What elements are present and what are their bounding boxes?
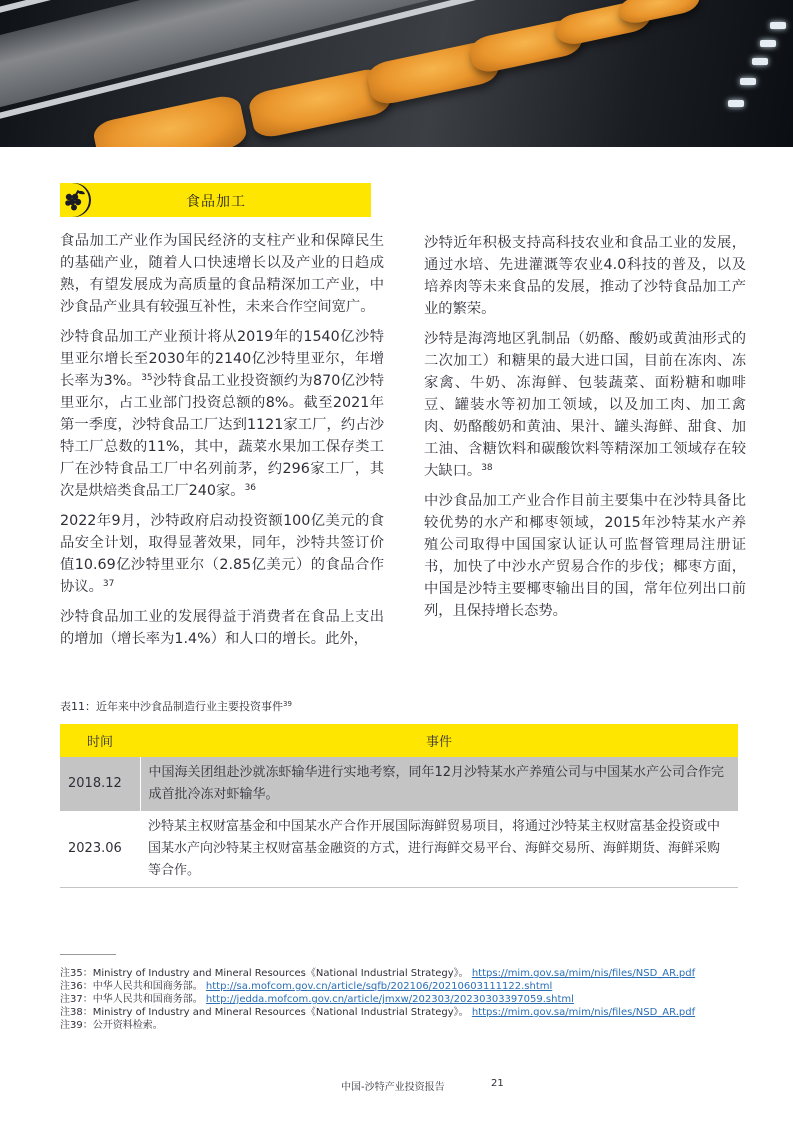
footnote-link[interactable]: http://sa.mofcom.gov.cn/article/sqfb/202106/20210603111122.shtml	[205, 981, 553, 992]
footnote-link[interactable]: http://jedda.mofcom.gov.cn/article/jmxw/202303/20230303397059.shtml	[205, 994, 574, 1005]
left-column	[60, 230, 384, 658]
light-icon	[770, 22, 786, 29]
footnote-ref: 36	[244, 483, 257, 493]
paragraph: 中沙食品加工产业合作目前主要集中在沙特具备比较优势的水产和椰枣领域，2015年沙特某水产养殖公司取得中国国家认证认可监督管理局注册证书，加快了中沙水产贸易合作的步伐；椰枣方面，中国是沙特主要椰枣输出目的国，常年位列出口前列，且保持增长态势。	[424, 493, 746, 619]
section-title: 食品加工	[186, 194, 246, 210]
footnote: 注39：公开资料检索。	[60, 1020, 163, 1031]
light-icon	[752, 58, 768, 65]
cell-event: 中国海关团组赴沙就冻虾输华进行实地考察，同年12月沙特某水产养殖公司与中国某水产公司合作完成首批冷冻对虾输华。	[140, 757, 738, 811]
footnote: 注38：Ministry of Industry and Mineral Resources《National Industrial Strategy》。 https://mim.gov.sa/mim/nis/files/NSD_AR.pdf	[60, 1007, 696, 1018]
hero-photo	[0, 0, 793, 147]
footnotes	[60, 967, 695, 1032]
paragraph: 沙特近年积极支持高科技农业和食品工业的发展，通过水培、先进灌溉等农业4.0科技的普及，以及培养肉等未来食品的发展，推动了沙特食品加工产业的繁荣。	[424, 235, 746, 317]
right-column	[424, 232, 746, 630]
footnote-ref: 35	[141, 373, 153, 383]
paragraph: 沙特是海湾地区乳制品（奶酪、酸奶或黄油形式的二次加工）和糖果的最大进口国，目前在冻肉、冻家禽、牛奶、冻海鲜、包装蔬菜、面粉糖和咖啡豆、罐装水等初加工领域，以及加工肉、加工禽肉、奶酪酸奶和黄油、果汁、罐头海鲜、甜食、加工油、含糖饮料和碳酸饮料等精深加工领域存在较大缺口。$^{38}$	[424, 331, 746, 479]
cell-time: 2023.06	[60, 811, 140, 888]
light-icon	[728, 100, 744, 107]
paragraph: 沙特食品加工产业预计将从2019年的1540亿沙特里亚尔增长至2030年的2140亿沙特里亚尔，年增长率为3%。$^{35}$沙特食品工业投资额约为870亿沙特里亚尔，占工业部门投资总额的8%。截至2021年第一季度，沙特食品工厂达到1121家工厂，约占沙特工厂总数的11%，其中，蔬菜水果加工保存类工厂在沙特食品工厂中名列前茅，约296家工厂，其次是烘焙类食品工厂240家。$^{36}$	[60, 329, 384, 499]
light-icon	[740, 78, 756, 85]
column-header-time: 时间	[60, 724, 140, 757]
paragraph: 2022年9月，沙特政府启动投资额100亿美元的食品安全计划，取得显著效果，同年，沙特共签订价值10.69亿沙特里亚尔（2.85亿美元）的食品合作协议。$^{37}$	[60, 513, 384, 595]
footnote-ref: 37	[102, 579, 115, 589]
paragraph: 沙特食品加工业的发展得益于消费者在食品上支出的增加（增长率为1.4%）和人口的增长。此外，	[60, 609, 384, 647]
table-row	[60, 811, 738, 888]
footnote: 注35：Ministry of Industry and Mineral Resources《National Industrial Strategy》。 https://mim.gov.sa/mim/nis/files/NSD_AR.pdf	[60, 968, 696, 979]
section-header	[60, 183, 371, 217]
table-header-row	[60, 724, 738, 757]
light-icon	[760, 40, 776, 47]
cell-time: 2018.12	[60, 757, 140, 811]
cell-event: 沙特某主权财富基金和中国某水产合作开展国际海鲜贸易项目，将通过沙特某主权财富基金投资或中国某水产向沙特某主权财富基金融资的方式，进行海鲜交易平台、海鲜交易所、海鲜期货、海鲜采购等合作。	[140, 811, 738, 888]
report-title: 中国-沙特产业投资报告	[341, 1082, 445, 1093]
footnote-ref: 39	[283, 700, 292, 708]
food-item	[616, 0, 702, 26]
grapes-icon	[60, 183, 94, 217]
footnote-divider	[60, 954, 116, 955]
footnote-ref: 38	[481, 463, 493, 473]
footnote: 注37：中华人民共和国商务部。 http://jedda.mofcom.gov.cn/article/jmxw/202303/20230303397059.shtml	[60, 994, 574, 1005]
investment-events-table	[60, 724, 738, 888]
footnote: 注36：中华人民共和国商务部。 http://sa.mofcom.gov.cn/article/sqfb/202106/20210603111122.shtml	[60, 981, 553, 992]
food-item	[91, 93, 249, 147]
page-number: 21	[491, 1078, 504, 1089]
table-caption: 表11：近年来中沙食品制造行业主要投资事件$^{39}$	[60, 700, 292, 713]
footnote-link[interactable]: https://mim.gov.sa/mim/nis/files/NSD_AR.pdf	[471, 1007, 696, 1018]
table-row	[60, 757, 738, 811]
paragraph: 食品加工产业作为国民经济的支柱产业和保障民生的基础产业，随着人口快速增长以及产业的日趋成熟，有望发展成为高质量的食品精深加工产业，中沙食品产业具有较强互补性，未来合作空间宽广。	[60, 233, 384, 315]
column-header-event: 事件	[140, 724, 738, 757]
footnote-link[interactable]: https://mim.gov.sa/mim/nis/files/NSD_AR.pdf	[471, 968, 696, 979]
